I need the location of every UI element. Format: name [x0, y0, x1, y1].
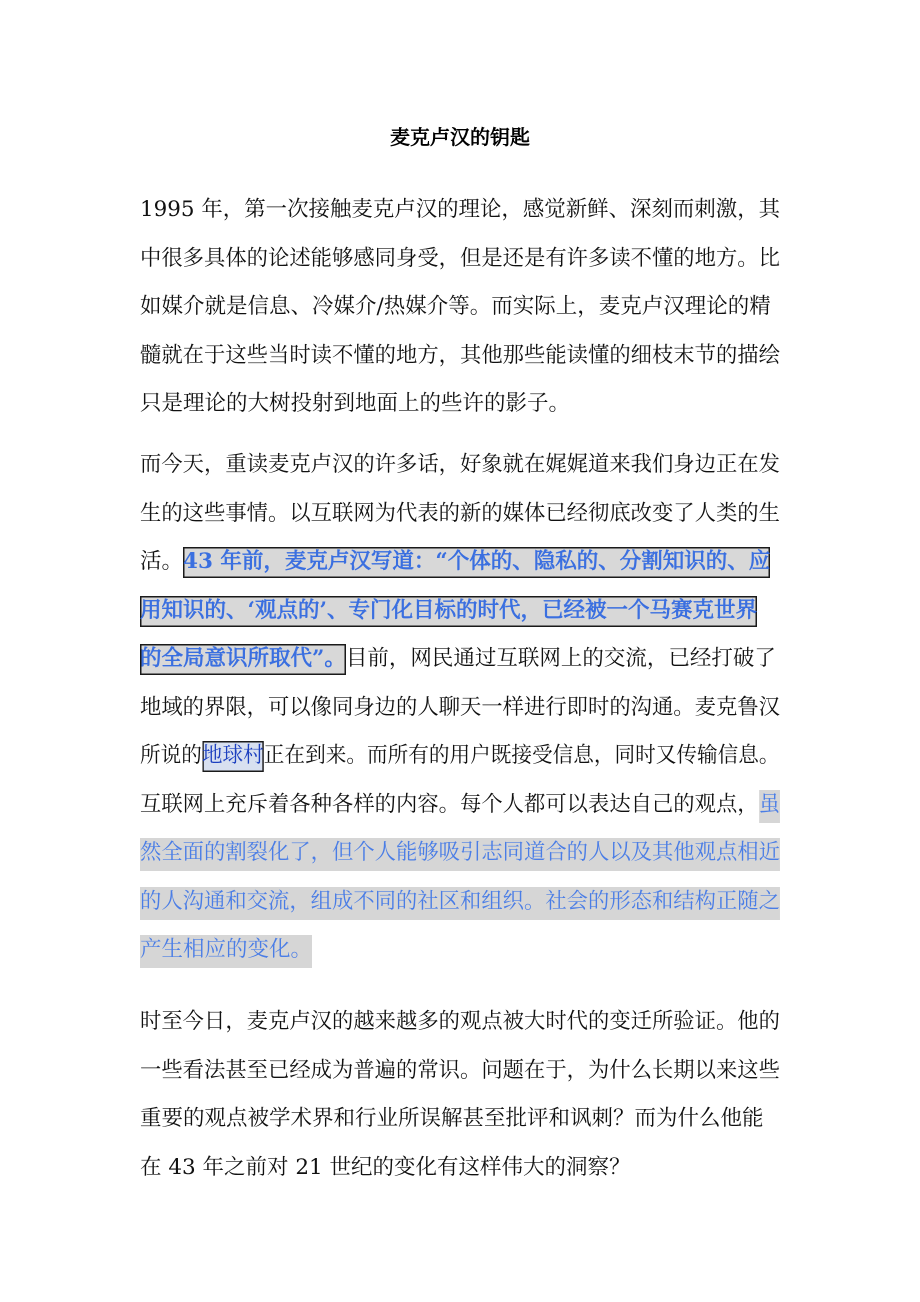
- paragraph-line: [140, 878, 780, 927]
- paragraph-line: [140, 926, 780, 975]
- paragraph-line: 时至今日，麦克卢汉的越来越多的观点被大时代的变迁所验证。他的: [140, 1009, 780, 1034]
- paragraph-line: 髓就在于这些当时读不懂的地方，其他那些能读懂的细枝末节的描绘: [140, 342, 780, 368]
- highlighted-quote: 的全局意识所取代”。: [140, 644, 346, 675]
- paragraph-line: 1995 年，第一次接触麦克卢汉的理论，感觉新鲜、深刻而刺激，其: [140, 197, 781, 222]
- paragraph-line: 生的这些事情。以互联网为代表的新的媒体已经彻底改变了人类的生: [140, 500, 780, 526]
- highlighted-quote: 43 年前，麦克卢汉写道：“个体的、隐私的、分割知识的、应: [183, 547, 770, 578]
- paragraph-line: 而今天，重读麦克卢汉的许多话，好象就在娓娓道来我们身边正在发: [140, 452, 780, 477]
- paragraph-line: 一些看法甚至已经成为普遍的常识。问题在于，为什么长期以来这些: [140, 1057, 780, 1083]
- paragraph-line: [140, 732, 780, 781]
- paragraph-line: 中很多具体的论述能够感同身受，但是还是有许多读不懂的地方。比: [140, 245, 780, 271]
- paragraph-3: [140, 998, 780, 1192]
- paragraph-line: [140, 829, 780, 878]
- paragraph-text: 目前，网民通过互联网上的交流，已经打破了: [345, 646, 776, 671]
- document-title: 麦克卢汉的钥匙: [390, 125, 530, 149]
- paragraph-line: [140, 587, 780, 636]
- paragraph-line: [140, 538, 780, 587]
- highlighted-passage: 然全面的割裂化了，但个人能够吸引志同道合的人以及其他观点相近: [140, 838, 780, 871]
- paragraph-1: [140, 186, 780, 429]
- highlighted-passage: 的人沟通和交流，组成不同的社区和组织。社会的形态和结构正随之: [140, 887, 780, 920]
- paragraph-text: 正在到来。而所有的用户既接受信息，同时又传输信息。: [263, 743, 780, 768]
- paragraph-line: 重要的观点被学术界和行业所误解甚至批评和讽刺？而为什么他能: [140, 1106, 764, 1131]
- paragraph-line: [140, 781, 780, 830]
- highlighted-quote: 用知识的、‘观点的’、专门化目标的时代，已经被一个马赛克世界: [140, 596, 757, 627]
- global-village-link[interactable]: 地球村: [202, 741, 264, 772]
- highlighted-passage: 产生相应的变化。: [140, 935, 312, 968]
- paragraph-text: 所说的: [140, 743, 202, 768]
- paragraph-line: 只是理论的大树投射到地面上的些许的影子。: [140, 391, 571, 416]
- paragraph-line: 地域的界限，可以像同身边的人聊天一样进行即时的沟通。麦克鲁汉: [140, 694, 780, 720]
- paragraph-line: [140, 635, 780, 684]
- paragraph-line: 在 43 年之前对 21 世纪的变化有这样伟大的洞察？: [140, 1154, 631, 1180]
- highlighted-passage: 虽: [759, 790, 780, 823]
- paragraph-line: 如媒介就是信息、冷媒介/热媒介等。而实际上，麦克卢汉理论的精: [140, 294, 771, 319]
- paragraph-text: 互联网上充斥着各种各样的内容。每个人都可以表达自己的观点，: [140, 791, 759, 817]
- paragraph-text: 活。: [140, 549, 184, 574]
- paragraph-2: [140, 441, 780, 975]
